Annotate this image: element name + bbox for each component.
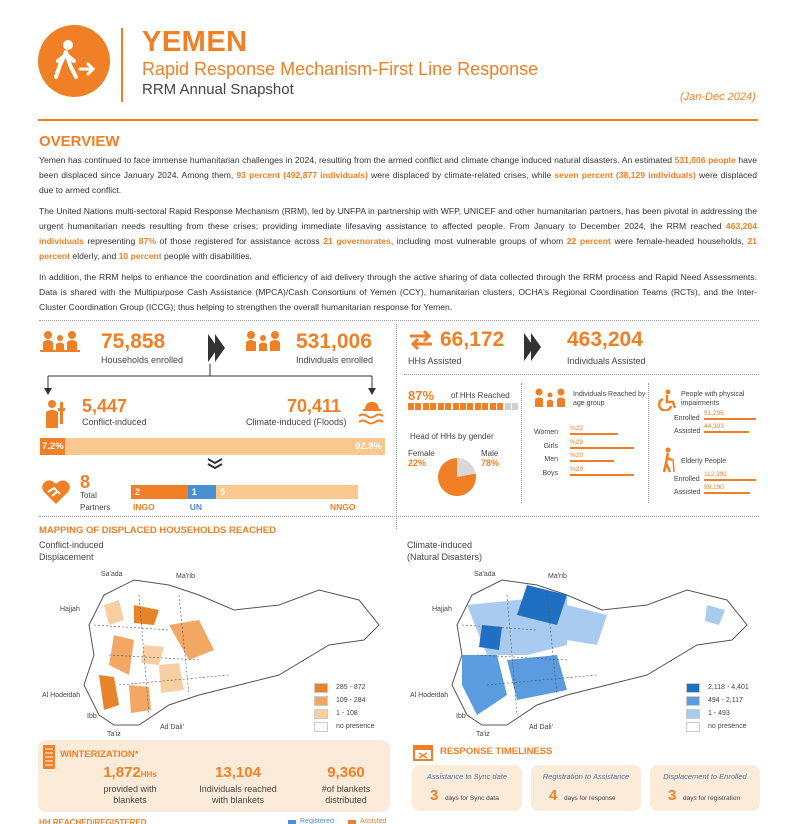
partner-count: 1 (191, 487, 197, 497)
mini-bar (704, 431, 749, 433)
partners-label: Partners (80, 503, 111, 512)
conflict-induced-value: 5,447 (82, 396, 128, 416)
age-group-pct: %29 (570, 465, 584, 473)
divider (521, 383, 522, 503)
wheelchair-icon (654, 389, 678, 411)
timeliness-card-unit: days for registration (683, 795, 741, 802)
mini-bar-value: 51,296 (704, 410, 724, 417)
mini-bar-label: Enrolled (674, 476, 700, 483)
winterization-value: 9,360 (327, 764, 365, 781)
age-group-label: Women (534, 429, 558, 436)
place-label: Ma'rib (176, 573, 195, 580)
climate-map-title: Climate-induced (407, 540, 473, 550)
age-group-list (530, 425, 645, 485)
family-icon (243, 329, 283, 353)
male-pct: 78% (481, 458, 500, 468)
registered-legend-swatch (288, 820, 296, 824)
place-label: Al Hodeidah (410, 692, 449, 699)
mini-bar (704, 492, 750, 494)
place-label: Ma'rib (548, 573, 567, 580)
disability-list (674, 411, 759, 441)
reached-bar-cell (445, 403, 451, 410)
winterization-label: provided with (103, 784, 157, 794)
reached-bar-cell (497, 403, 503, 410)
climate-share-label: 92.8% (355, 441, 382, 452)
individuals-enrolled-value: 531,006 (296, 330, 372, 353)
partner-type-label: NNGO (330, 502, 356, 512)
winterization-value: 1,872HHs (103, 764, 157, 781)
legend-label: no presence (708, 723, 747, 730)
handshake-heart-icon (40, 478, 72, 506)
reached-bar-cell (415, 403, 421, 410)
winterization-label: blankets (113, 795, 147, 805)
double-chevron-down-icon (205, 458, 225, 470)
mini-bar-value: 99,190 (704, 484, 724, 491)
partner-type-label: UN (189, 502, 203, 512)
reached-bar-cell (453, 403, 459, 410)
age-group-bar (570, 460, 614, 462)
highlight: 21 governorates (323, 236, 391, 246)
chevron-right-icon (215, 334, 225, 362)
highlight: 10 percent (118, 251, 162, 261)
partner-count: 2 (135, 487, 141, 497)
male-label: Male (481, 449, 499, 458)
winterization-stats (80, 764, 380, 812)
reached-bar-cell (475, 403, 481, 410)
mini-bar-label: Enrolled (674, 415, 700, 422)
climate-induced-label: Climate-induced (Floods) (246, 417, 347, 427)
timeliness-cards (412, 765, 762, 813)
timeliness-card-value: 3 (668, 787, 677, 804)
timeliness-card-value: 4 (549, 787, 558, 804)
place-label: Ad Dali' (529, 724, 553, 731)
mini-bar (704, 418, 756, 420)
reached-bar-cell (430, 403, 436, 410)
legend-label: no presence (336, 723, 375, 730)
legend-label: 1 - 108 (336, 710, 358, 717)
reached-bar-cell (438, 403, 444, 410)
place-label: Hajjah (60, 606, 80, 613)
winterization-label: #of blankets (321, 784, 371, 794)
place-label: Al Hodeidah (42, 692, 81, 699)
divider (404, 374, 759, 375)
flood-icon (357, 398, 387, 426)
age-group-label: Boys (542, 469, 558, 477)
timeliness-card-value: 3 (430, 787, 439, 804)
total-partners-value: 8 (80, 472, 91, 492)
age-group-pct: %22 (570, 425, 584, 432)
divider (396, 324, 397, 529)
age-group-title: Individuals Reached by age group (573, 391, 646, 407)
timeliness-card (531, 765, 641, 811)
mini-bar-value: 112,392 (704, 471, 728, 478)
reached-bar-cell (512, 403, 518, 410)
place-label: Hajjah (432, 606, 452, 613)
legend-label: 1 - 493 (708, 710, 730, 717)
age-group-pct: %20 (570, 452, 584, 459)
highlight: 531,006 people (674, 155, 736, 165)
highlight: 93 percent (492,877 individuals) (236, 170, 368, 180)
legend-swatch (686, 722, 700, 732)
timeliness-card-title: Displacement to Enrolled (663, 772, 747, 781)
winterization-label: Individuals reached (199, 784, 277, 794)
partners-stacked-bar (131, 485, 358, 512)
partner-segment-un (188, 485, 216, 499)
climate-share-bar (65, 438, 385, 455)
assisted-legend-swatch (348, 820, 356, 824)
place-label: Sa'ada (474, 571, 496, 578)
elderly-icon (660, 447, 678, 473)
legend-swatch (314, 683, 328, 693)
period-label: (Jan-Dec 2024) (680, 91, 756, 103)
family-icon (533, 388, 567, 408)
reached-bar-cell (423, 403, 429, 410)
overview-paragraph-1: Yemen has continued to face immense humanitarian challenges in 2024, resulting from the armed conflict and climate change induced natural disasters. An estimated 531,006 people have been displaced since January 2024. Among them, 93 percent (492,877 individuals) were displaced by climate-related crises, while seven percent (38,129 individuals) were displaced due to armed conflict. (39, 155, 757, 195)
snapshot-label: RRM Annual Snapshot (142, 81, 294, 98)
conflict-icon (42, 398, 70, 428)
mini-bar (704, 479, 756, 481)
timeliness-title: RESPONSE TIMELINESS (440, 746, 553, 757)
family-icon (40, 329, 80, 353)
walking-person-icon (38, 25, 110, 97)
page-subtitle: Rapid Response Mechanism-First Line Response (142, 59, 539, 79)
hhs-assisted-value: 66,172 (440, 328, 505, 351)
blanket-icon (42, 744, 56, 770)
place-label: Ibb (87, 713, 97, 720)
mini-bar-value: 44,303 (704, 423, 724, 430)
displacement-split-bar (40, 438, 385, 455)
age-group-label: Men (544, 456, 558, 463)
highlight: 21 percent (39, 236, 757, 261)
calendar-icon (413, 743, 433, 761)
hh-reached-title: HH REACHED/REGISTERED (39, 818, 147, 824)
divider (648, 383, 649, 503)
timeliness-card-title: Registration to Assistance (542, 772, 630, 781)
reached-bar-cell (460, 403, 466, 410)
conflict-induced-label: Conflict-induced (82, 417, 147, 427)
female-pct: 22% (408, 458, 427, 468)
individuals-assisted-value: 463,204 (567, 328, 643, 351)
page-title: YEMEN (142, 26, 248, 58)
legend-label: 494 - 2,117 (708, 697, 743, 704)
hhs-reached-bar (408, 403, 518, 410)
divider (39, 516, 759, 517)
highlight: 22 percent (566, 236, 611, 246)
registered-legend-label: Registered (300, 818, 334, 824)
highlight: 87% (138, 236, 156, 246)
reached-bar-cell (505, 403, 511, 410)
reached-bar-cell (482, 403, 488, 410)
climate-map-subtitle: (Natural Disasters) (407, 552, 483, 562)
partner-type-label: INGO (133, 502, 155, 512)
female-label: Female (408, 449, 435, 458)
winterization-title: WINTERIZATION* (60, 749, 139, 760)
connector-lines (40, 364, 380, 396)
timeliness-card-unit: days for Sync data (445, 795, 499, 802)
climate-induced-value: 70,411 (287, 396, 342, 416)
divider (39, 320, 759, 321)
conflict-map-subtitle: Displacement (39, 552, 94, 562)
chevron-right-icon (531, 333, 541, 361)
conflict-share-label: 7.2% (42, 441, 64, 452)
gender-pie-chart (437, 457, 477, 497)
reached-bar-cell (490, 403, 496, 410)
highlight: seven percent (38,129 individuals) (554, 170, 696, 180)
header-rule (38, 119, 758, 121)
conflict-map-title: Conflict-induced (39, 540, 104, 550)
total-label: Total (80, 491, 97, 500)
winterization-value: 13,104 (215, 764, 261, 781)
assisted-legend-label: Assisted (360, 818, 387, 824)
reached-label: of HHs Reached (451, 391, 510, 400)
place-label: Ad Dali' (160, 724, 184, 731)
timeliness-card-title: Assistance to Sync date (426, 772, 508, 781)
gender-title: Head of HHs by gender (410, 432, 494, 441)
timeliness-card (650, 765, 760, 811)
age-group-label: Girls (543, 442, 558, 450)
legend-swatch (686, 696, 700, 706)
place-label: Ibb (456, 713, 466, 720)
individuals-assisted-label: Individuals Assisted (567, 356, 646, 366)
legend-label: 2,118 - 4,401 (708, 684, 749, 691)
place-label: Ta'iz (107, 731, 121, 738)
hhs-assisted-label: HHs Assisted (408, 356, 462, 366)
overview-paragraph-3: In addition, the RRM helps to enhance the coordination and efficiency of aid delivery through the active sharing of data collected through the RRM process and Rapid Need Assessments. Data is shared with the Multipurpose Cash Assistance (MPCA)/Cash Consortium of Yemen (CCY), humanitarian clusters, OCHA's Regional Coordination Teams (RCTs), and the Inter-Cluster Coordination Group (ICCG); thus helping to strengthen the overall humanitarian response for Yemen. (39, 272, 757, 312)
reached-bar-cell (408, 403, 414, 410)
highlight: 463,204 individuals (39, 221, 757, 246)
legend-swatch (314, 696, 328, 706)
mapping-section-title: MAPPING OF DISPLACED HOUSEHOLDS REACHED (39, 525, 276, 536)
rrm-logo (38, 25, 110, 97)
partner-segment-ingo (131, 485, 188, 499)
households-enrolled-value: 75,858 (101, 330, 166, 353)
elderly-list (674, 472, 759, 502)
legend-swatch (686, 709, 700, 719)
age-group-bar (570, 433, 618, 435)
climate-map-legend (686, 683, 766, 739)
households-enrolled-label: Households enrolled (101, 355, 184, 365)
age-group-pct: %29 (570, 438, 584, 446)
legend-swatch (314, 722, 328, 732)
individuals-enrolled-label: Individuals enrolled (296, 355, 374, 365)
legend-label: 109 - 284 (336, 697, 366, 704)
reached-bar-cell (467, 403, 473, 410)
reached-pct-value: 87% (408, 388, 435, 403)
overview-title: OVERVIEW (39, 133, 120, 150)
partner-count: 5 (220, 487, 226, 497)
winterization-label: with blankets (211, 795, 265, 805)
place-label: Ta'iz (476, 731, 490, 738)
winterization-label: distributed (325, 795, 367, 805)
mini-bar-label: Assisted (674, 489, 701, 496)
age-group-bar (570, 474, 634, 476)
header-divider (121, 28, 123, 102)
elderly-title: Elderly People (681, 458, 727, 465)
partner-segment-nngo (216, 485, 358, 499)
legend-swatch (314, 709, 328, 719)
place-label: Sa'ada (101, 571, 123, 578)
legend-label: 285 - 872 (336, 684, 366, 691)
winterization-unit: HHs (140, 770, 157, 779)
mini-bar-label: Assisted (674, 428, 701, 435)
age-group-bar (570, 447, 634, 449)
overview-paragraph-2: The United Nations multi-sectoral Rapid Response Mechanism (RRM), led by UNFPA in partnership with WFP, UNICEF and other humanitarian partners, has been pivotal in addressing the urgent humanitarian needs resulting from these crises; providing immediate lifesaving assistance to affected people. From January to December 2024, the RRM reached 463,204 individuals representing 87% of those registered for assistance across 21 governorates, including most vulnerable groups of whom 22 percent were female-headed households, 21 percent elderly, and 10 percent people with disabilities. (39, 206, 757, 261)
timeliness-card-unit: days for response (564, 795, 616, 802)
timeliness-card (412, 765, 522, 811)
conflict-map-legend (314, 683, 394, 739)
disability-title: People with physical impairments (681, 391, 745, 407)
legend-swatch (686, 683, 700, 693)
exchange-arrows-icon (407, 326, 435, 354)
